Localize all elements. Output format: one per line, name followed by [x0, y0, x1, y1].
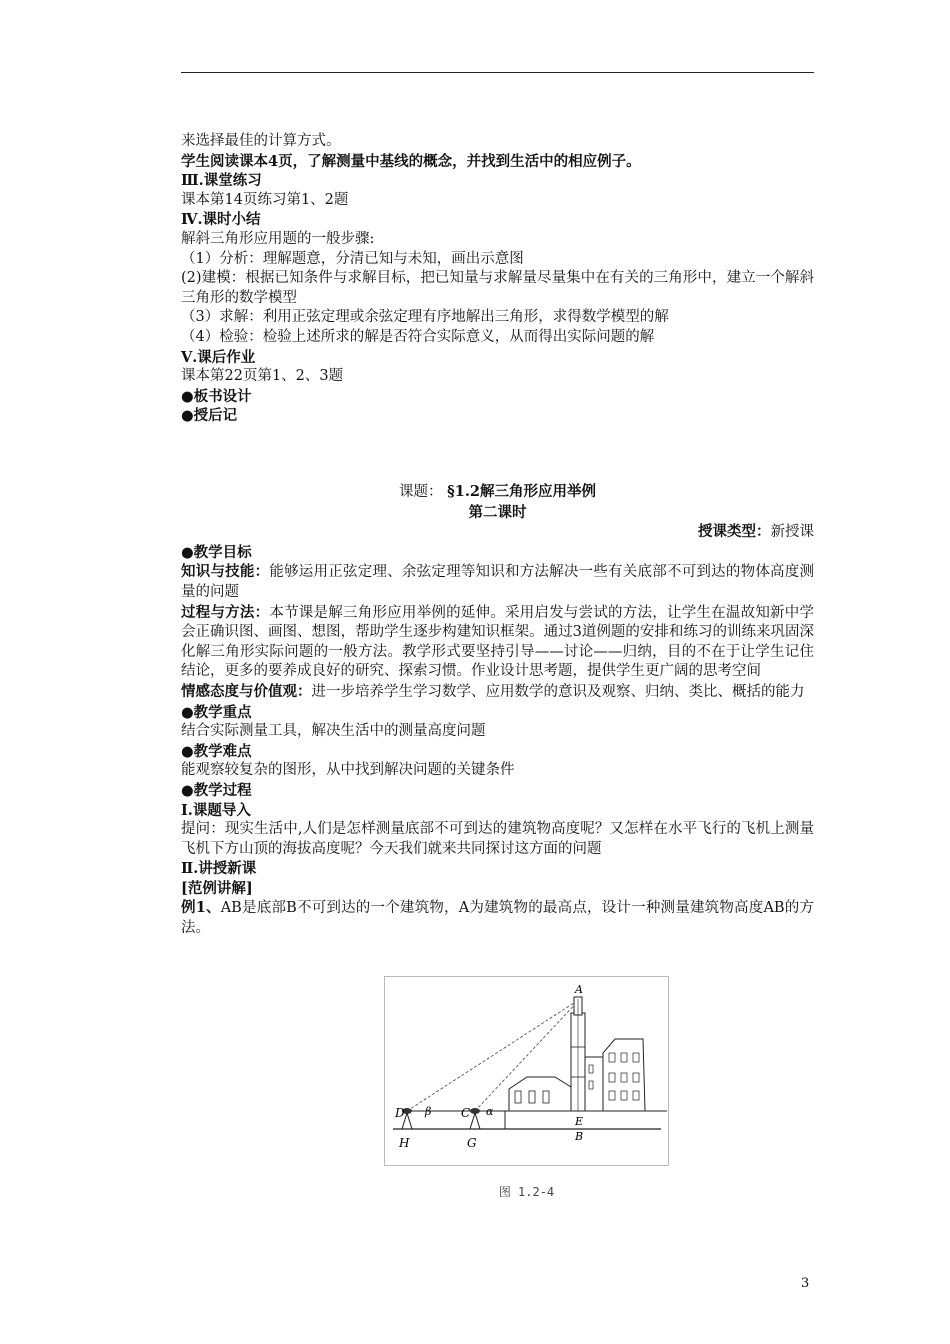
section-heading: Ⅱ.讲授新课 — [181, 860, 257, 878]
lesson-title-main: §1.2解三角形应用举例 — [447, 483, 596, 500]
example-label: 例1、 — [181, 899, 221, 917]
label-a: A — [575, 983, 583, 996]
section-heading: Ⅳ.课时小结 — [181, 211, 261, 229]
lesson-section — [181, 482, 814, 939]
label-d: D — [395, 1106, 405, 1120]
figure-caption: 图 1.2-4 — [498, 1185, 555, 1199]
text-line: 能观察较复杂的图形，从中找到解决问题的关键条件 — [181, 762, 515, 779]
text-line-bold: 学生阅读课本4页，了解测量中基线的概念，并找到生活中的相应例子。 — [181, 152, 641, 170]
bullet-heading: ●板书设计 — [181, 387, 252, 405]
bullet-heading: ●授后记 — [181, 407, 238, 425]
label-c: C — [461, 1106, 471, 1120]
bullet-heading: ●教学重点 — [181, 703, 252, 721]
section-heading: Ⅰ.课题导入 — [181, 801, 251, 819]
label-h: H — [399, 1136, 410, 1150]
section-heading: Ⅲ.课堂练习 — [181, 172, 262, 190]
goal-knowledge-text: 能够运用正弦定理、余弦定理等知识和方法解决一些有关底部不可到达的物体高度测量的问题 — [181, 564, 814, 600]
bullet-heading: ●教学目标 — [181, 543, 252, 561]
example-paragraph — [181, 898, 814, 938]
goal-emotion-text: 进一步培养学生学习数学、应用数学的意识及观察、归纳、类比、概括的能力 — [311, 683, 805, 700]
label-g: G — [467, 1136, 477, 1150]
step-paragraph: (2)建模：根据已知条件与求解目标，把已知量与求解量尽量集中在有关的三角形中，建立一个解斜三角形的数学模型 — [181, 270, 814, 306]
header-rule — [181, 72, 814, 73]
label-beta: β — [425, 1105, 432, 1118]
goal-emotion-label: 情感态度与价值观： — [181, 682, 312, 700]
label-e: E — [575, 1115, 584, 1128]
figure-measurement — [384, 976, 669, 1166]
label-alpha: α — [486, 1105, 494, 1118]
example-heading: [范例讲解] — [181, 879, 253, 897]
lesson-type-label: 授课类型： — [698, 523, 771, 541]
goal-knowledge — [181, 562, 814, 602]
example-text: AB是底部B不可到达的一个建筑物，A为建筑物的最高点，设计一种测量建筑物高度AB的方法。 — [181, 900, 814, 937]
text-line: 来选择最佳的计算方式。 — [181, 133, 341, 149]
lesson-title — [181, 482, 814, 503]
section-heading: Ⅴ.课后作业 — [181, 348, 256, 366]
step-line: （4）检验：检验上述所求的解是否符合实际意义，从而得出实际问题的解 — [181, 328, 655, 345]
goal-emotion — [181, 682, 814, 703]
intro-paragraph: 提问：现实生活中,人们是怎样测量底部不可到达的建筑物高度呢？又怎样在水平飞行的飞机上测量飞机下方山顶的海拔高度呢？今天我们就来共同探讨这方面的问题 — [181, 821, 814, 857]
lesson-type-value: 新授课 — [770, 524, 814, 541]
bullet-heading: ●教学难点 — [181, 742, 252, 760]
tower — [571, 997, 585, 1111]
goal-knowledge-label: 知识与技能： — [181, 563, 270, 581]
text-line: 结合实际测量工具，解决生活中的测量高度问题 — [181, 723, 486, 740]
step-line: （3）求解：利用正弦定理或余弦定理有序地解出三角形，求得数学模型的解 — [181, 309, 669, 326]
text-line: 课本第14页练习第1、2题 — [181, 191, 349, 208]
text-line: 课本第22页第1、2、3题 — [181, 368, 344, 385]
top-section — [181, 132, 814, 426]
measurement-illustration — [385, 977, 668, 1165]
theodolite-c — [470, 1108, 480, 1129]
goal-process-label: 过程与方法： — [181, 603, 270, 621]
lesson-title-prefix: 课题： — [399, 484, 443, 500]
goal-process — [181, 603, 814, 682]
text-line: 解斜三角形应用题的一般步骤: — [181, 230, 375, 247]
lesson-type — [181, 522, 814, 543]
label-b: B — [575, 1130, 584, 1143]
bullet-heading: ●教学过程 — [181, 781, 252, 799]
lesson-subtitle: 第二课时 — [468, 503, 527, 521]
step-line: （1）分析：理解题意，分清已知与未知，画出示意图 — [181, 250, 524, 267]
page-number: 3 — [801, 1276, 810, 1291]
goal-process-text: 本节课是解三角形应用举例的延伸。采用启发与尝试的方法，让学生在温故知新中学会正确识图、画图、想图，帮助学生逐步构建知识框架。通过3道例题的安排和练习的训练来巩固深化解三角形实际问题的一般方法。教学形式要坚持引导——讨论——归纳，目的不在于让学生记住结论，更多的要养成良好的研究、探索习惯。作业设计思考题，提供学生更广阔的思考空间 — [181, 604, 814, 680]
